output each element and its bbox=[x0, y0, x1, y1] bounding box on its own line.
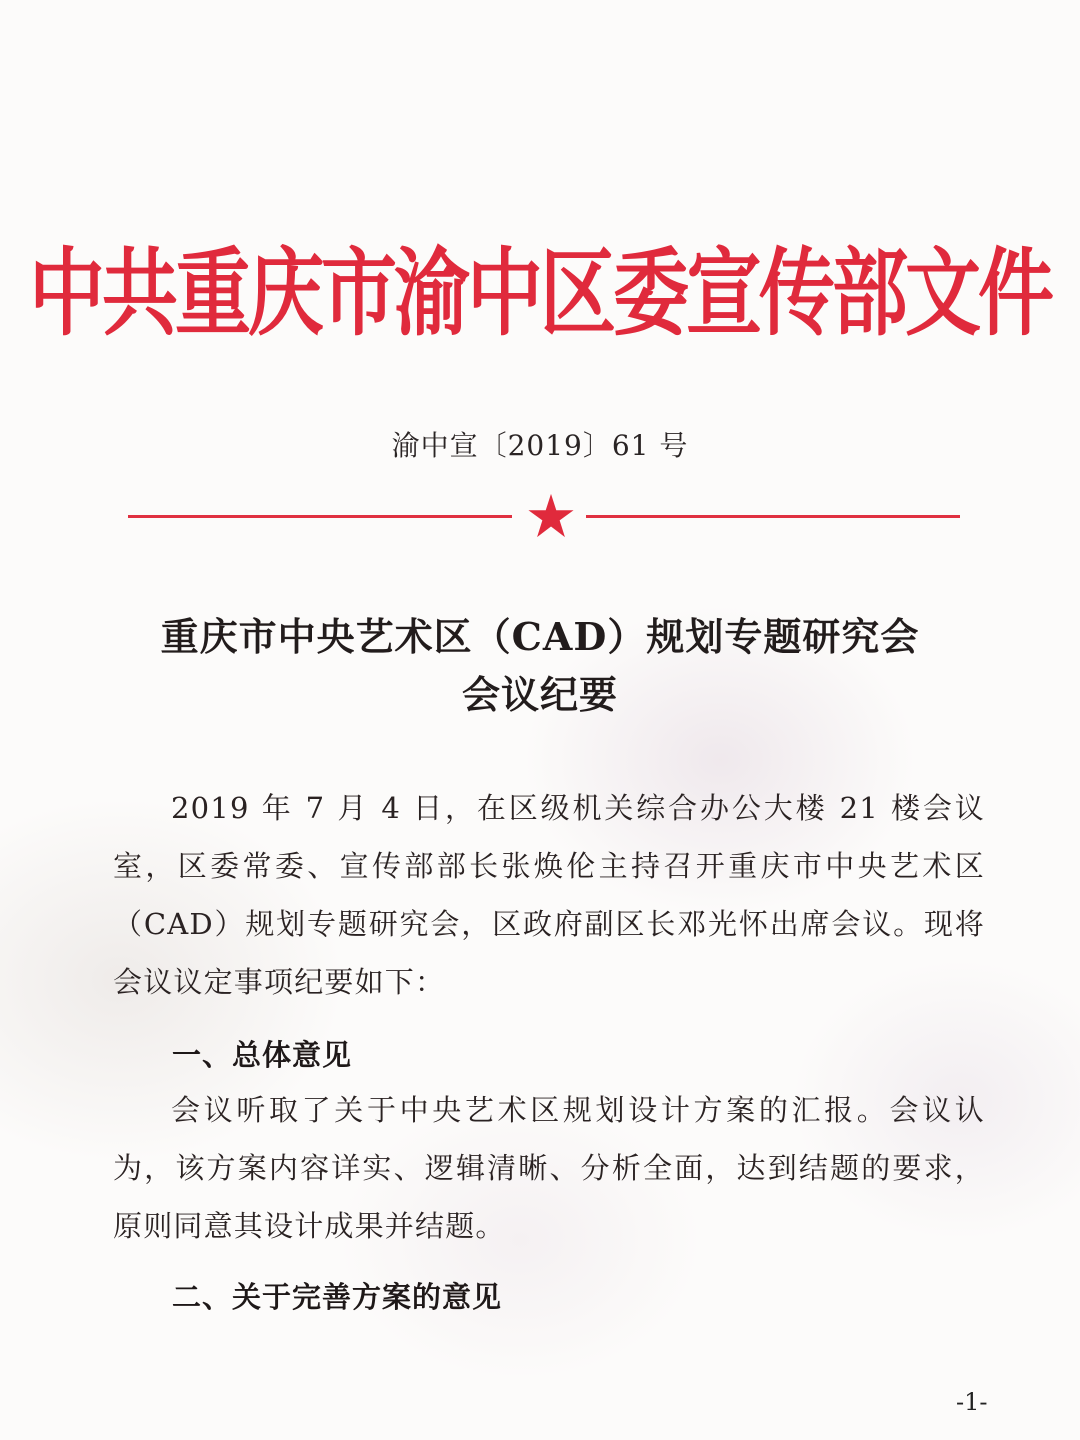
section-heading-improvement: 二、关于完善方案的意见 bbox=[172, 1280, 503, 1314]
section-heading-overall: 一、总体意见 bbox=[172, 1038, 353, 1072]
document-number: 渝中宣〔2019〕61 号 bbox=[391, 429, 689, 462]
intro-paragraph: 2019 年 7 月 4 日，在区级机关综合办公大楼 21 楼会议室，区委常委、宣传部部长张焕伦主持召开重庆市中央艺术区（CAD）规划专题研究会，区政府副区长邓光怀出席会议。现将会议议定事项纪要如下： bbox=[113, 791, 985, 999]
star-icon bbox=[527, 492, 575, 540]
document-title: 重庆市中央艺术区（CAD）规划专题研究会 bbox=[160, 614, 920, 659]
red-divider-right bbox=[586, 515, 960, 518]
document-subtitle: 会议纪要 bbox=[461, 672, 618, 717]
red-divider-left bbox=[128, 515, 512, 518]
page-number: -1- bbox=[956, 1388, 988, 1416]
section1-paragraph: 会议听取了关于中央艺术区规划设计方案的汇报。会议认为，该方案内容详实、逻辑清晰、分析全面，达到结题的要求，原则同意其设计成果并结题。 bbox=[113, 1093, 985, 1243]
document-header-title: 中共重庆市渝中区委宣传部文件 bbox=[29, 237, 1051, 349]
